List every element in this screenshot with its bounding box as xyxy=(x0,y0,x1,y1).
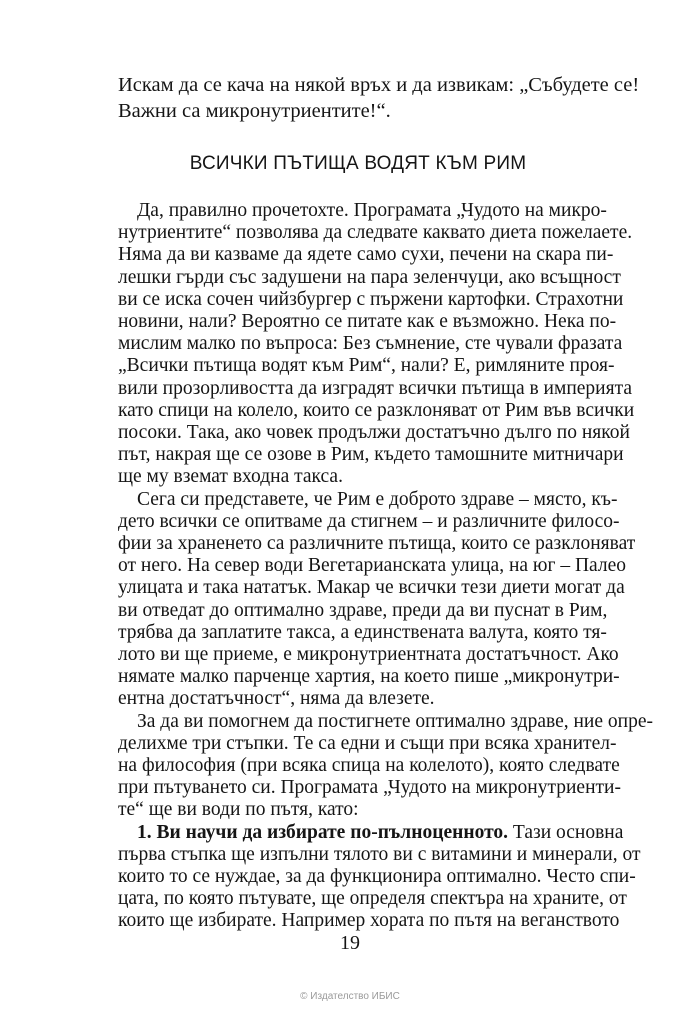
text-line: „Всички пътища водят към Рим“, нали? Е, римляните проя- xyxy=(118,355,615,377)
publisher-footer: © Издателство ИБИС xyxy=(300,991,400,1002)
text-line: лешки гърди със задушени на пара зеленчуци, ако всъщност xyxy=(118,266,621,288)
text-line: Сега си представете, че Рим е доброто здраве – място, къ- xyxy=(137,488,618,510)
text-line: вили прозорливостта да изградят всички пътища в империята xyxy=(118,377,632,399)
intro-line-1: Искам да се кача на някой връх и да извикам: „Събудете се! xyxy=(118,74,640,96)
text-line: Да, правилно прочетохте. Програмата „Чудото на микро- xyxy=(137,200,607,221)
text-line: За да ви помогнем да постигнете оптимално здраве, ние опре- xyxy=(137,710,653,732)
text-line: посоки. Така, ако човек продължи достатъчно дълго по някой xyxy=(118,422,630,443)
text-line: фии за храненето са различните пътища, които се разклоняват xyxy=(118,533,636,554)
text-line: първа стъпка ще изпълни тялото ви с витамини и минерали, от xyxy=(118,843,641,865)
text-line: от него. На север води Вегетарианската улица, на юг – Палео xyxy=(118,555,627,577)
step-1-line xyxy=(118,821,624,844)
text-line: цата, по която пътувате, ще определя спектъра на храните, от xyxy=(118,888,627,910)
text-line: път, накрая ще се озове в Рим, където тамошните митничари xyxy=(118,444,624,466)
text-line: ви отведат до оптимално здраве, преди да ви пуснат в Рим, xyxy=(118,599,608,621)
text-line: делихме три стъпки. Те са едни и същи при всяка хранител- xyxy=(118,732,617,754)
text-line: лото ви ще приеме, е микронутриентната достатъчност. Ако xyxy=(118,644,619,665)
text-line: ентна достатъчност“, няма да влезете. xyxy=(118,688,435,710)
intro-line-2: Важни са микронутриентите!“. xyxy=(118,100,391,122)
text-line: нутриентите“ позволява да следвате каквато диета пожелаете. xyxy=(118,222,633,244)
step-1-title: 1. Ви научи да избирате по-пълноценното. xyxy=(137,821,509,843)
page-number: 19 xyxy=(340,932,360,954)
text-line: на философия (при всяка спица на колелото), която следвате xyxy=(118,755,620,776)
text-line: трябва да заплатите такса, а единствената валута, която тя- xyxy=(118,621,607,643)
text-line: като спици на колело, които се разклоняват от Рим във всички xyxy=(118,399,635,421)
text-line: които то се нуждае, за да функционира оптимално. Често спи- xyxy=(118,866,636,887)
text-line: новини, нали? Вероятно се питате как е възможно. Нека по- xyxy=(118,311,617,332)
text-line: Няма да ви казваме да ядете само сухи, печени на скара пи- xyxy=(118,244,614,266)
text-line: ще му вземат входна такса. xyxy=(118,466,343,488)
text-line: дето всички се опитваме да стигнем – и различните филосо- xyxy=(118,510,620,532)
text-line: които ще избирате. Например хората по пътя на веганството xyxy=(118,910,620,932)
step-1-text: Тази основна xyxy=(508,821,624,843)
text-line: нямате малко парченце хартия, на което пише „микронутри- xyxy=(118,666,620,688)
section-heading: ВСИЧКИ ПЪТИЩА ВОДЯТ КЪМ РИМ xyxy=(189,153,527,174)
text-line: при пътуването си. Програмата „Чудото на микронутриенти- xyxy=(118,777,621,799)
text-line: ви се иска сочен чийзбургер с пържени картофки. Страхотни xyxy=(118,288,624,310)
text-line: те“ ще ви води по пътя, като: xyxy=(118,799,359,821)
text-line: мислим малко по въпроса: Без съмнение, сте чували фразата xyxy=(118,333,623,355)
text-line: улицата и така нататък. Макар че всички тези диети могат да xyxy=(118,577,625,599)
